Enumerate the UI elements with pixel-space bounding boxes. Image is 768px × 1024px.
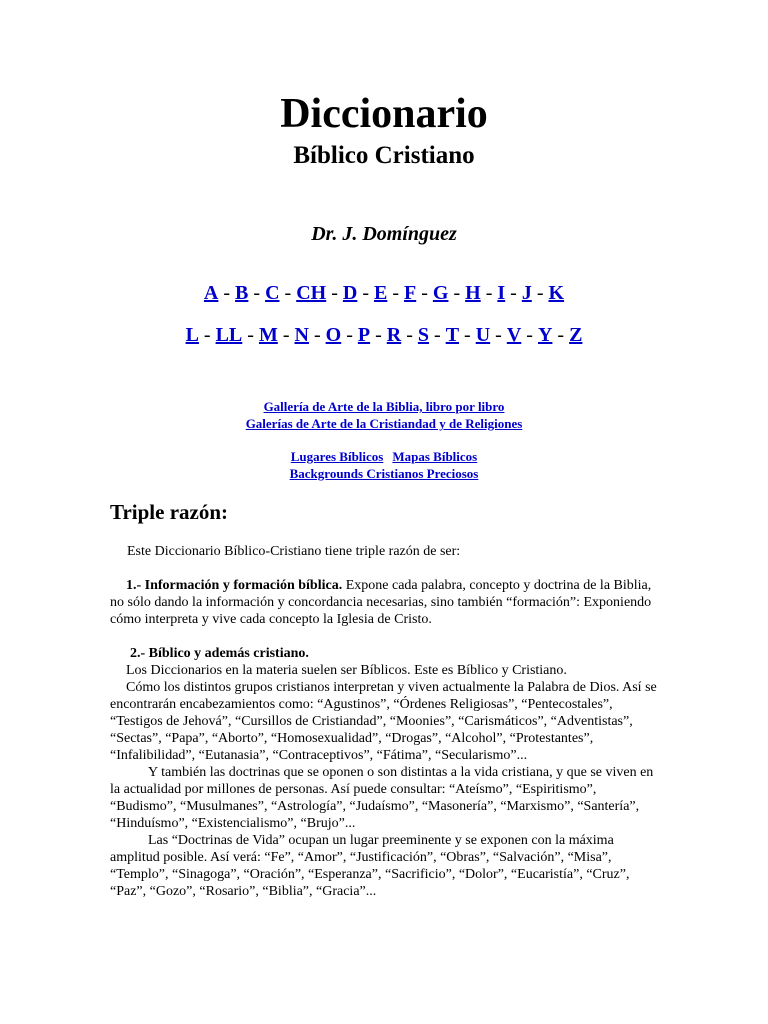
letter-separator: -	[505, 282, 522, 304]
letter-link-c[interactable]: C	[265, 282, 280, 304]
letter-link-m[interactable]: M	[258, 324, 278, 346]
section-2-line1: Los Diccionarios en la materia suelen ser Bíblicos. Este es Bíblico y Cristiano.	[126, 663, 567, 678]
document-title: Diccionario	[280, 91, 488, 137]
letter-separator: -	[242, 324, 259, 346]
letter-link-ll[interactable]: LL	[215, 324, 243, 346]
alphabet-index-row-1	[0, 280, 768, 306]
letter-link-t[interactable]: T	[445, 324, 460, 346]
letter-separator: -	[279, 282, 297, 304]
letter-separator: -	[552, 324, 570, 346]
gallery-book-link[interactable]: Gallería de Arte de la Biblia, libro por libro	[263, 399, 505, 414]
letter-link-f[interactable]: F	[404, 282, 417, 304]
intro-paragraph	[110, 543, 660, 560]
section-2-paragraph-2: Cómo los distintos grupos cristianos interpretan y viven actualmente la Palabra de Dios. Así se encontrarán encabezamientos como: “Agustinos”, “Órdenes Religiosas”, “Pentecostales”, “Testigos de Jehová”, “Cursillos de Cristiandad”, “Moonies”, “Carismáticos”, “Adventistas”, “Sectas”, “Papa”, “Aborto”, “Homosexualidad”, “Drogas”, “Alcohol”, “Protestantes”, “Infalibilidad”, “Eutanasia”, “Contraceptivos”, “Fátima”, “Secularismo”...	[110, 680, 657, 763]
letter-separator: -	[416, 282, 433, 304]
letter-separator: -	[357, 282, 374, 304]
letter-separator: -	[341, 324, 358, 346]
letter-link-y[interactable]: Y	[537, 324, 553, 346]
letter-separator: -	[326, 282, 343, 304]
document-subtitle: Bíblico Cristiano	[293, 142, 475, 169]
letter-separator: -	[248, 282, 266, 304]
letter-link-b[interactable]: B	[235, 282, 249, 304]
author-name: Dr. J. Domínguez	[311, 223, 457, 245]
section-heading: Triple razón:	[110, 500, 229, 524]
backgrounds-link[interactable]: Backgrounds Cristianos Preciosos	[289, 466, 479, 481]
letter-separator: -	[480, 282, 498, 304]
letter-link-i[interactable]: I	[497, 282, 506, 304]
letter-separator: -	[370, 324, 387, 346]
letter-separator: -	[429, 324, 446, 346]
section-1	[110, 577, 660, 628]
places-link[interactable]: Lugares Bíblicos	[290, 449, 384, 464]
letter-separator: -	[277, 324, 295, 346]
section-2-paragraph-4: Las “Doctrinas de Vida” ocupan un lugar preeminente y se exponen con la máxima amplitud posible. Así verá: “Fe”, “Amor”, “Justificación”, “Obras”, “Salvación”, “Misa”, “Templo”, “Sinagoga”, “Oración”, “Esperanza”, “Sacrificio”, “Dolor”, “Eucaristía”, “Cruz”, “Paz”, “Gozo”, “Rosario”, “Biblia”, “Gracia”...	[110, 833, 630, 899]
letter-link-z[interactable]: Z	[569, 324, 583, 346]
letter-link-p[interactable]: P	[357, 324, 371, 346]
intro-text: Este Diccionario Bíblico-Cristiano tiene triple razón de ser:	[127, 544, 461, 559]
letter-link-s[interactable]: S	[417, 324, 430, 346]
letter-link-g[interactable]: G	[432, 282, 449, 304]
maps-link[interactable]: Mapas Bíblicos	[392, 449, 478, 464]
letter-link-j[interactable]: J	[521, 282, 532, 304]
resource-links	[0, 448, 768, 482]
letter-link-h[interactable]: H	[465, 282, 481, 304]
letter-separator: -	[459, 324, 476, 346]
alphabet-index-row-2	[0, 322, 768, 348]
letter-separator: -	[448, 282, 466, 304]
letter-separator: -	[401, 324, 418, 346]
letter-separator: -	[198, 324, 216, 346]
section-2-title: 2.- Bíblico y además cristiano.	[130, 646, 309, 661]
letter-separator: -	[531, 282, 549, 304]
letter-separator: -	[521, 324, 538, 346]
letter-separator: -	[387, 282, 404, 304]
letter-link-r[interactable]: R	[386, 324, 402, 346]
section-2-paragraph-3: Y también las doctrinas que se oponen o son distintas a la vida cristiana, y que se viven en la actualidad por millones de personas. Así puede consultar: “Ateísmo”, “Espiritismo”, “Budismo”, “Musulmanes”, “Astrología”, “Judaísmo”, “Masonería”, “Marxismo”, “Santería”, “Hinduísmo”, “Existencialismo”, “Brujo”...	[110, 765, 654, 831]
letter-separator: -	[308, 324, 326, 346]
letter-separator: -	[490, 324, 507, 346]
letter-link-d[interactable]: D	[342, 282, 358, 304]
letter-link-e[interactable]: E	[373, 282, 388, 304]
letter-link-a[interactable]: A	[203, 282, 219, 304]
gallery-christianity-link[interactable]: Galerías de Arte de la Cristiandad y de Religiones	[245, 416, 523, 431]
letter-link-u[interactable]: U	[475, 324, 491, 346]
letter-link-n[interactable]: N	[294, 324, 309, 346]
letter-link-ch[interactable]: CH	[296, 282, 327, 304]
letter-link-o[interactable]: O	[325, 324, 342, 346]
letter-link-v[interactable]: V	[506, 324, 522, 346]
section-1-title: 1.- Información y formación bíblica.	[126, 578, 343, 593]
letter-link-l[interactable]: L	[185, 324, 199, 346]
section-2	[110, 645, 660, 900]
section-1-text: Expone cada palabra, concepto y doctrina de la Biblia, no sólo dando la información y concordancia necesarias, sino también “formación”: Exponiendo cómo interpreta y vive cada concepto la Iglesia de Cristo.	[110, 578, 652, 627]
letter-link-k[interactable]: K	[548, 282, 565, 304]
letter-separator: -	[218, 282, 236, 304]
gallery-links	[0, 398, 768, 432]
